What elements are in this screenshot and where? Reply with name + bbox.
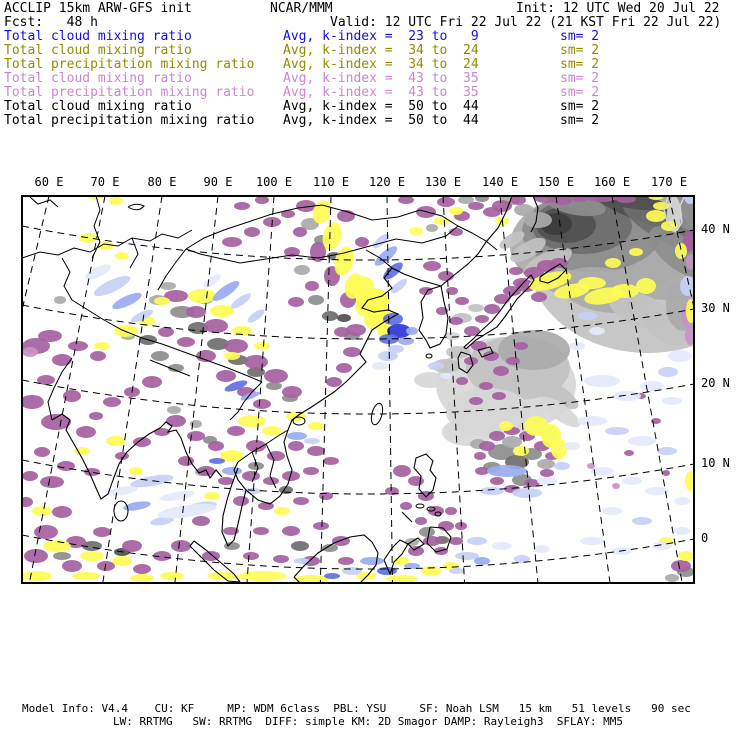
field-blob	[253, 527, 269, 535]
field-blob	[419, 527, 435, 537]
field-blob	[494, 294, 510, 304]
field-blob	[446, 346, 470, 358]
field-blob	[254, 342, 270, 350]
field-blob	[423, 261, 441, 271]
field-blob	[636, 278, 656, 294]
field-blob	[551, 439, 567, 459]
field-blob	[273, 555, 289, 563]
field-blob	[40, 476, 64, 488]
valid-time: Valid: 12 UTC Fri 22 Jul 22 (21 KST Fri 22 Jul 22)	[330, 15, 722, 30]
field-blob	[20, 395, 44, 409]
field-blob	[112, 556, 132, 566]
field-blob	[133, 564, 151, 574]
field-blob	[308, 422, 324, 430]
model-title: ACCLIP 15km ARW-GFS init	[4, 1, 192, 16]
field-blob	[178, 456, 194, 466]
field-blob	[338, 557, 354, 565]
field-blob	[238, 415, 266, 427]
field-blob	[253, 399, 271, 409]
field-blob	[192, 516, 210, 526]
field-blob	[34, 447, 50, 457]
field-blob	[622, 477, 642, 485]
field-blob	[449, 568, 465, 574]
field-blob	[264, 369, 288, 383]
lon-tick-label: 130 E	[424, 175, 462, 189]
field-blob	[224, 339, 248, 353]
field-blob	[106, 436, 126, 446]
field-blob	[242, 471, 260, 481]
field-blob	[468, 202, 484, 210]
center-name: NCAR/MMM	[270, 1, 333, 16]
field-blob	[151, 351, 169, 361]
field-blob	[584, 375, 620, 387]
legend-kindex: Avg, k-index = 43 to 35	[283, 85, 479, 100]
field-blob	[291, 541, 309, 551]
field-blob	[167, 406, 181, 414]
field-blob	[479, 382, 493, 390]
model-config-line1: Model Info: V4.4 CU: KF MP: WDM 6class PBL: YSU SF: Noah LSM 15 km 51 levels 90 sec	[22, 702, 691, 715]
field-blob	[605, 258, 621, 268]
field-blob	[438, 271, 454, 281]
field-blob	[94, 342, 110, 350]
field-blob	[613, 391, 641, 401]
field-blob	[645, 487, 669, 495]
field-blob	[129, 467, 143, 475]
lat-tick-label: 30 N	[701, 301, 730, 315]
lon-tick-label: 60 E	[34, 175, 64, 189]
legend-sm: sm= 2	[560, 71, 600, 86]
field-blob	[475, 467, 489, 475]
field-blob	[294, 265, 310, 275]
field-blob	[671, 560, 691, 572]
field-blob	[406, 327, 418, 335]
field-blob	[428, 362, 444, 370]
field-blob	[578, 277, 606, 289]
lon-tick-label: 100 E	[255, 175, 293, 189]
field-blob	[383, 313, 403, 325]
field-blob	[255, 196, 269, 204]
field-blob	[38, 330, 62, 342]
field-blob	[512, 488, 542, 498]
field-blob	[646, 210, 666, 222]
field-blob	[322, 311, 338, 321]
field-blob	[130, 574, 154, 582]
field-blob	[678, 551, 694, 561]
lat-tick-label: 40 N	[701, 222, 730, 236]
field-blob	[233, 496, 249, 506]
field-blob	[76, 426, 96, 438]
field-blob	[489, 431, 505, 441]
field-blob	[204, 492, 220, 500]
field-blob	[305, 281, 319, 291]
field-blob	[293, 227, 307, 237]
field-blob	[537, 459, 555, 469]
field-blob	[307, 446, 325, 456]
field-blob	[468, 304, 484, 312]
lon-tick-label: 140 E	[481, 175, 519, 189]
field-blob	[531, 292, 547, 302]
field-blob	[343, 347, 361, 357]
field-blob	[62, 560, 82, 572]
legend-kindex: Avg, k-index = 50 to 44	[283, 99, 479, 114]
legend-kindex: Avg, k-index = 50 to 44	[283, 113, 479, 128]
field-blob	[440, 373, 452, 379]
field-blob	[612, 483, 620, 489]
field-blob	[304, 438, 320, 444]
field-blob	[378, 351, 398, 361]
field-blob	[554, 462, 570, 470]
forecast-hour: Fcst: 48 h	[4, 15, 98, 30]
field-blob	[577, 416, 607, 426]
field-blob	[84, 468, 100, 476]
field-blob	[657, 447, 677, 455]
field-blob	[423, 536, 441, 546]
field-blob	[480, 487, 504, 495]
field-blob	[336, 363, 352, 373]
field-blob	[514, 204, 534, 216]
field-blob	[274, 507, 290, 515]
field-blob	[513, 446, 529, 456]
field-blob	[355, 237, 369, 247]
field-blob	[342, 567, 362, 575]
field-blob	[72, 572, 100, 580]
field-blob	[675, 243, 687, 259]
field-blob	[662, 470, 670, 476]
legend-sm: sm= 2	[560, 29, 600, 44]
legend-kindex: Avg, k-index = 43 to 35	[283, 71, 479, 86]
field-blob	[350, 276, 374, 296]
legend-sm: sm= 2	[560, 57, 600, 72]
field-blob	[188, 289, 216, 303]
field-blob	[293, 497, 309, 505]
field-blob	[499, 421, 513, 431]
field-blob	[540, 469, 554, 477]
field-blob	[456, 377, 468, 385]
field-blob	[492, 392, 506, 400]
field-blob	[408, 546, 424, 556]
legend-kindex: Avg, k-index = 23 to 9	[283, 29, 479, 44]
legend-sm: sm= 2	[560, 85, 600, 100]
field-blob	[287, 432, 307, 440]
field-blob	[288, 297, 304, 307]
field-blob	[209, 458, 225, 464]
field-blob	[216, 370, 236, 382]
field-blob	[210, 305, 234, 317]
legend-variable: Total cloud mixing ratio	[4, 43, 192, 58]
field-blob	[398, 196, 414, 204]
field-blob	[509, 267, 523, 275]
field-blob	[122, 540, 142, 552]
field-blob	[22, 347, 38, 357]
field-blob	[449, 207, 463, 215]
field-blob	[445, 507, 457, 515]
field-blob	[158, 327, 174, 337]
lat-tick-label: 0	[701, 531, 709, 545]
field-blob	[577, 312, 597, 320]
legend-kindex: Avg, k-index = 34 to 24	[283, 57, 479, 72]
field-blob	[589, 327, 605, 335]
field-blob	[244, 227, 260, 237]
legend-variable: Total precipitation mixing ratio	[4, 57, 255, 72]
field-blob	[400, 502, 412, 510]
lon-tick-label: 90 E	[203, 175, 233, 189]
field-blob	[243, 552, 259, 560]
field-blob	[53, 552, 71, 560]
field-blob	[455, 297, 469, 305]
legend-variable: Total cloud mixing ratio	[4, 99, 192, 114]
field-blob	[224, 352, 240, 360]
field-blob	[492, 200, 512, 212]
field-blob	[282, 526, 300, 536]
field-blob	[334, 327, 350, 337]
field-blob	[22, 471, 38, 481]
lon-tick-label: 170 E	[650, 175, 688, 189]
field-blob	[624, 450, 634, 456]
field-blob	[564, 442, 580, 450]
field-blob	[685, 471, 697, 491]
field-blob	[186, 306, 206, 318]
field-blob	[308, 295, 324, 305]
field-blob	[222, 467, 242, 475]
field-blob	[590, 467, 614, 475]
field-blob	[282, 386, 302, 398]
field-blob	[34, 525, 58, 539]
field-blob	[605, 427, 629, 435]
field-blob	[674, 527, 690, 535]
field-blob	[154, 297, 170, 305]
field-blob	[43, 540, 71, 552]
lon-tick-label: 150 E	[537, 175, 575, 189]
legend-variable: Total precipitation mixing ratio	[4, 113, 255, 128]
field-blob	[493, 366, 509, 376]
field-blob	[337, 314, 351, 322]
field-blob	[262, 426, 282, 436]
field-blob	[662, 397, 682, 405]
field-blob	[54, 296, 66, 304]
field-blob	[629, 248, 643, 256]
field-blob	[166, 415, 186, 427]
field-blob	[409, 227, 423, 235]
field-blob	[602, 507, 622, 515]
field-blob	[534, 545, 550, 553]
legend-sm: sm= 2	[560, 43, 600, 58]
field-blob	[434, 217, 450, 225]
init-time: Init: 12 UTC Wed 20 Jul 22	[516, 1, 720, 16]
field-blob	[490, 477, 504, 485]
field-blob	[237, 571, 287, 581]
field-blob	[234, 202, 250, 210]
field-blob	[514, 342, 528, 350]
field-blob	[324, 573, 340, 579]
legend-variable: Total cloud mixing ratio	[4, 71, 192, 86]
field-blob	[360, 557, 384, 565]
field-blob	[142, 376, 162, 388]
field-blob	[288, 441, 304, 451]
lon-tick-label: 70 E	[90, 175, 120, 189]
field-blob	[115, 252, 129, 260]
lat-tick-label: 10 N	[701, 456, 730, 470]
legend-kindex: Avg, k-index = 34 to 24	[283, 43, 479, 58]
legend-sm: sm= 2	[560, 99, 600, 114]
field-blob	[426, 224, 438, 232]
field-blob	[415, 517, 427, 525]
field-blob	[93, 527, 111, 537]
lon-tick-label: 110 E	[312, 175, 350, 189]
field-blob	[467, 537, 487, 545]
legend-variable: Total cloud mixing ratio	[4, 29, 192, 44]
field-blob	[674, 497, 690, 505]
field-blob	[90, 351, 106, 361]
field-blob	[303, 467, 319, 475]
field-blob	[32, 506, 52, 516]
field-blob	[80, 551, 104, 561]
field-blob	[437, 197, 455, 207]
field-blob	[244, 355, 268, 369]
field-blob	[103, 397, 121, 407]
lon-tick-label: 120 E	[368, 175, 406, 189]
field-blob	[97, 561, 115, 571]
field-blob	[109, 197, 123, 205]
field-blob	[665, 574, 679, 582]
field-blob	[204, 319, 228, 333]
field-blob	[393, 465, 411, 477]
field-blob	[52, 506, 72, 518]
field-blob	[313, 522, 329, 530]
field-blob	[222, 237, 242, 247]
lat-tick-label: 20 N	[701, 376, 730, 390]
field-blob	[79, 233, 97, 243]
field-blob	[160, 572, 184, 580]
field-blob	[668, 350, 692, 362]
field-blob	[506, 357, 520, 365]
lon-tick-label: 160 E	[593, 175, 631, 189]
lon-tick-label: 80 E	[147, 175, 177, 189]
field-blob	[266, 382, 282, 390]
field-blob	[449, 317, 463, 325]
field-blob	[446, 287, 458, 295]
field-blob	[227, 426, 245, 436]
field-blob	[177, 337, 195, 347]
field-blob	[408, 476, 424, 486]
field-blob	[63, 390, 81, 402]
field-blob	[469, 397, 483, 405]
field-blob	[658, 367, 678, 377]
field-blob	[474, 452, 486, 460]
field-blob	[326, 377, 342, 387]
field-blob	[89, 412, 103, 420]
field-blob	[479, 441, 495, 451]
field-blob	[484, 304, 500, 314]
field-blob	[52, 354, 72, 366]
field-blob	[171, 540, 191, 552]
legend-sm: sm= 2	[560, 113, 600, 128]
field-blob	[632, 517, 652, 525]
model-config-line2: LW: RRTMG SW: RRTMG DIFF: simple KM: 2D Smagor DAMP: Rayleigh3 SFLAY: MM5	[113, 715, 623, 728]
field-blob	[474, 557, 490, 565]
field-blob	[487, 465, 527, 477]
field-blob	[68, 341, 88, 351]
field-blob	[187, 431, 205, 441]
field-blob	[492, 542, 512, 550]
field-blob	[386, 575, 418, 583]
field-blob	[208, 441, 224, 451]
field-blob	[580, 537, 604, 545]
field-blob	[628, 436, 656, 446]
field-blob	[20, 571, 52, 581]
field-blob	[438, 521, 454, 531]
field-blob	[323, 457, 339, 465]
field-blob	[372, 362, 388, 370]
field-blob	[611, 284, 639, 298]
legend-variable: Total precipitation mixing ratio	[4, 85, 255, 100]
field-blob	[475, 315, 489, 323]
